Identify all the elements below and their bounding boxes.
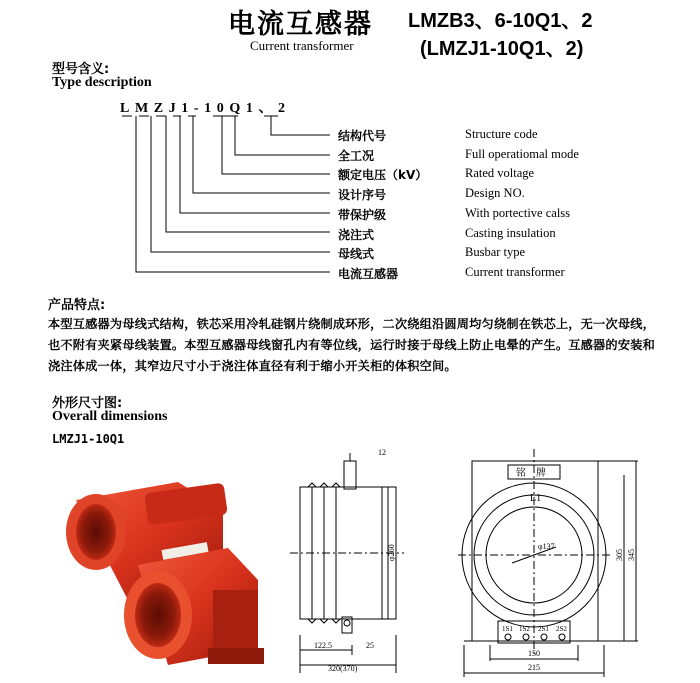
- product-photo: [58, 470, 283, 675]
- model-line-2: (LMZJ1-10Q1、2): [420, 38, 584, 60]
- dimensions-heading-en: Overall dimensions: [52, 409, 168, 424]
- type-item-cn: 电流互感器: [338, 267, 399, 281]
- type-item-en: Casting insulation: [465, 226, 556, 240]
- type-item-cn: 额定电压（kV）: [338, 168, 428, 182]
- dim-width-outer-label: 215: [528, 663, 540, 672]
- type-item-cn: 带保护级: [338, 208, 387, 222]
- type-item-en: Design NO.: [465, 186, 525, 200]
- dimensions-heading-cn: 外形尺寸图:: [52, 396, 123, 411]
- dim-height-inner-label: 305: [615, 549, 624, 561]
- type-item-cn: 全工况: [338, 149, 375, 163]
- terminal-1s2: 1S2: [519, 625, 530, 633]
- dim-top-label: 12: [378, 448, 386, 457]
- title-english: Current transformer: [250, 38, 354, 53]
- dim-hole-label: φ137: [538, 542, 555, 551]
- title-chinese: 电流互感器: [228, 9, 373, 40]
- dim-diameter-label: φ260: [387, 544, 396, 561]
- features-paragraph: 本型互感器为母线式结构，铁芯采用冷轧硅钢片绕制成环形，二次绕组沿圆周均匀绕制在铁芯上，无一次母线，也不附有夹紧母线装置。本型互感器母线窗孔内有等位线，运行时接于母线上防止电晕的产生。互感器的安装和浇注体成一体，其窄边尺寸小于浇注体直径有利于缩小开关柜的体积空间。: [48, 317, 655, 373]
- type-code: LMZJ1-10Q1、2: [120, 101, 291, 116]
- type-item-en: Rated voltage: [465, 166, 535, 180]
- winding-label: L1: [530, 493, 542, 504]
- type-item-cn: 母线式: [338, 247, 375, 261]
- side-view-drawing: [286, 445, 406, 680]
- dim-height-outer-label: 345: [627, 549, 636, 561]
- model-line-1: LMZB3、6-10Q1、2: [408, 10, 593, 32]
- type-item-cn: 浇注式: [338, 228, 375, 242]
- type-description-heading-cn: 型号含义:: [52, 62, 110, 77]
- dim-width-inner-label: 150: [528, 649, 540, 658]
- dim-bottom-right-label: 25: [366, 641, 374, 650]
- type-item-en: Full operatiomal mode: [465, 147, 579, 161]
- type-item-en: Structure code: [465, 127, 538, 141]
- front-view-drawing: [452, 445, 647, 681]
- terminal-1s1: 1S1: [502, 625, 513, 633]
- type-item-cn: 设计序号: [338, 188, 387, 202]
- dim-total-label: 320(370): [328, 664, 358, 673]
- type-item-cn: 结构代号: [338, 129, 387, 143]
- terminal-2s1: 2S1: [538, 625, 549, 633]
- dim-bottom-left-label: 122.5: [314, 641, 332, 650]
- dimensions-model: LMZJ1-10Q1: [52, 432, 125, 446]
- nameplate-label: 铭 牌: [516, 468, 546, 479]
- type-item-en: Busbar type: [465, 245, 526, 259]
- type-item-en: With portective calss: [465, 206, 571, 220]
- type-description-heading-en: Type description: [52, 75, 152, 90]
- type-item-en: Current transformer: [465, 265, 565, 279]
- features-heading: 产品特点:: [48, 298, 106, 313]
- terminal-2s2: 2S2: [556, 625, 567, 633]
